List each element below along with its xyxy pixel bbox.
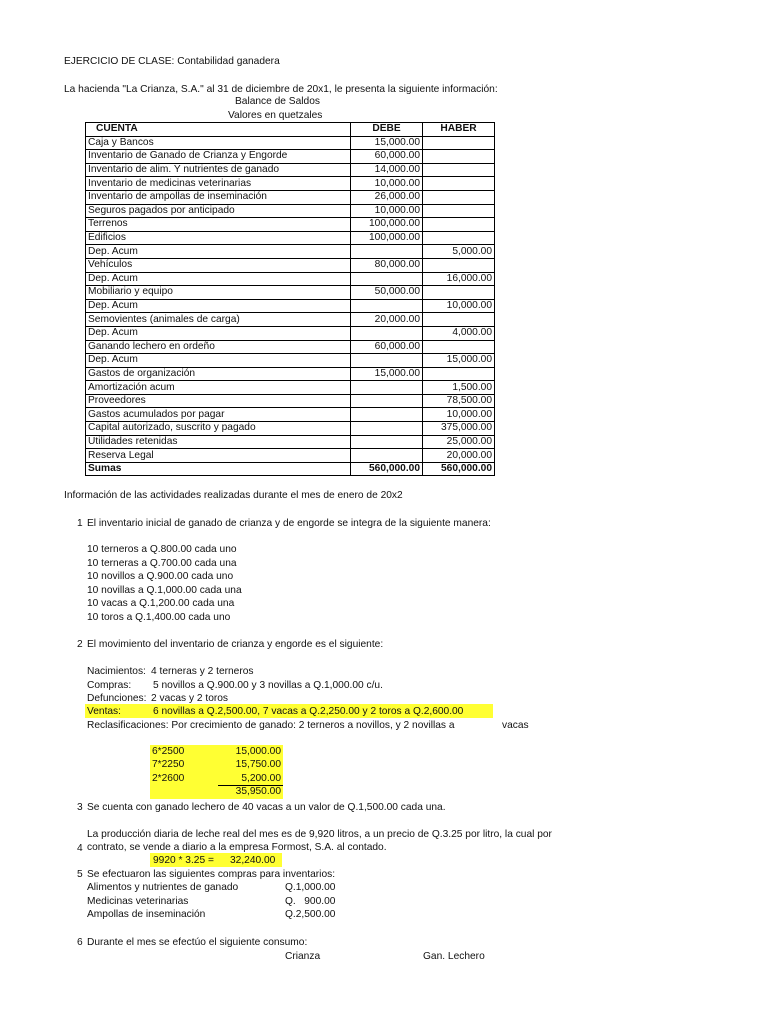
inventory-line: 10 terneros a Q.800.00 cada uno (87, 544, 237, 555)
cell-debe: 560,000.00 (351, 462, 423, 476)
compras-label: Compras: (87, 680, 132, 691)
cell-debe: 60,000.00 (351, 150, 423, 164)
balance-row (86, 381, 495, 395)
balance-row (86, 354, 495, 368)
cell-cuenta: Dep. Acum (86, 354, 351, 368)
balance-row (86, 367, 495, 381)
cell-haber (423, 190, 495, 204)
cell-debe: 15,000.00 (351, 367, 423, 381)
balance-row (86, 150, 495, 164)
cell-haber: 5,000.00 (423, 245, 495, 259)
defunciones-label: Defunciones: (87, 693, 147, 704)
cell-cuenta: Inventario de ampollas de inseminación (86, 190, 351, 204)
col-header-haber: HABER (423, 123, 495, 137)
cell-cuenta: Dep. Acum (86, 299, 351, 313)
balance-row (86, 190, 495, 204)
item-6-text: Durante el mes se efectúo el siguiente consumo: (87, 937, 308, 948)
cell-haber (423, 258, 495, 272)
cell-debe (351, 326, 423, 340)
calc-row-value: 5,200.00 (241, 772, 281, 784)
cell-debe (351, 245, 423, 259)
cell-debe: 100,000.00 (351, 231, 423, 245)
balance-body (86, 136, 495, 476)
cell-haber (423, 286, 495, 300)
item-3-number: 3 (77, 802, 83, 813)
reclasificaciones-tail: vacas (502, 720, 529, 731)
cell-debe: 100,000.00 (351, 218, 423, 232)
cell-debe (351, 272, 423, 286)
balance-row (86, 245, 495, 259)
calc-row (150, 745, 283, 758)
balance-row (86, 408, 495, 422)
cell-debe (351, 381, 423, 395)
cell-debe (351, 449, 423, 463)
balance-title: Balance de Saldos (235, 96, 320, 107)
item-4-text: La producción diaria de leche real del mes es de 9,920 litros, a un precio de Q.3.25 por litro, la cual por contrato, se vende a diario a la empresa Formost, S.A. al contado. (87, 829, 552, 853)
cell-cuenta: Inventario de alim. Y nutrientes de ganado (86, 163, 351, 177)
purchase-amount: Q. 900.00 (285, 895, 336, 907)
balance-row (86, 435, 495, 449)
compras-value: 5 novillos a Q.900.00 y 3 novillas a Q.1,000.00 c/u. (153, 680, 383, 691)
cell-haber: 15,000.00 (423, 354, 495, 368)
cell-haber (423, 340, 495, 354)
cell-haber: 10,000.00 (423, 408, 495, 422)
cell-haber (423, 367, 495, 381)
cell-haber: 78,500.00 (423, 394, 495, 408)
balance-row (86, 136, 495, 150)
inventory-line: 10 toros a Q.1,400.00 cada uno (87, 612, 231, 623)
calc-row (150, 772, 283, 785)
calc-row-label: 2*2600 (152, 772, 185, 784)
nacimientos-label: Nacimientos: (87, 666, 146, 677)
purchase-amount: Q.2,500.00 (285, 909, 336, 921)
cell-debe: 15,000.00 (351, 136, 423, 150)
calc-total-value: 35,950.00 (235, 786, 281, 798)
balance-row (86, 258, 495, 272)
cell-cuenta: Dep. Acum (86, 245, 351, 259)
cell-cuenta: Mobiliario y equipo (86, 286, 351, 300)
balance-row (86, 177, 495, 191)
col-crianza-label: Crianza (285, 951, 321, 962)
purchase-item: Alimentos y nutrientes de ganado (87, 882, 239, 893)
cell-debe: 50,000.00 (351, 286, 423, 300)
item-1-text: El inventario inicial de ganado de crianza y de engorde se integra de la siguiente manera: (87, 518, 491, 529)
cell-cuenta: Semovientes (animales de carga) (86, 313, 351, 327)
purchase-amount: Q.1,000.00 (285, 882, 336, 893)
cell-haber (423, 163, 495, 177)
cell-debe: 14,000.00 (351, 163, 423, 177)
cell-cuenta: Dep. Acum (86, 326, 351, 340)
cell-cuenta: Vehículos (86, 258, 351, 272)
cell-cuenta: Reserva Legal (86, 449, 351, 463)
cell-haber (423, 218, 495, 232)
col-lechero-label: Gan. Lechero (423, 951, 485, 962)
cell-debe: 10,000.00 (351, 204, 423, 218)
inventory-line: 10 terneras a Q.700.00 cada una (87, 557, 237, 569)
balance-header-row (86, 123, 495, 137)
cell-haber: 10,000.00 (423, 299, 495, 313)
balance-row (86, 163, 495, 177)
cell-haber: 560,000.00 (423, 462, 495, 476)
cell-debe (351, 435, 423, 449)
item-5-number: 5 (77, 869, 83, 880)
cell-cuenta: Inventario de Ganado de Crianza y Engorde (86, 150, 351, 164)
cell-haber: 20,000.00 (423, 449, 495, 463)
balance-table (85, 122, 495, 476)
cell-cuenta: Dep. Acum (86, 272, 351, 286)
cell-cuenta: Amortización acum (86, 381, 351, 395)
cell-cuenta: Terrenos (86, 218, 351, 232)
ventas-calculation (150, 745, 283, 799)
cell-debe (351, 422, 423, 436)
cell-cuenta: Caja y Bancos (86, 136, 351, 150)
cell-haber (423, 136, 495, 150)
calc-row-label: 7*2250 (152, 759, 185, 771)
balance-row (86, 204, 495, 218)
balance-row (86, 422, 495, 436)
col-header-cuenta: CUENTA (86, 123, 351, 137)
cell-haber (423, 204, 495, 218)
balance-row (86, 449, 495, 463)
leche-calc-formula: 9920 * 3.25 = (153, 855, 214, 866)
item-5-text: Se efectuaron las siguientes compras para inventarios: (87, 869, 336, 880)
cell-haber: 375,000.00 (423, 422, 495, 436)
item-1-number: 1 (77, 518, 83, 529)
balance-row (86, 286, 495, 300)
item-2-number: 2 (77, 639, 83, 650)
ventas-value: 6 novillas a Q.2,500.00, 7 vacas a Q.2,250.00 y 2 toros a Q.2,600.00 (153, 706, 464, 717)
cell-debe: 26,000.00 (351, 190, 423, 204)
defunciones-value: 2 vacas y 2 toros (151, 693, 229, 704)
calc-row (150, 758, 283, 771)
balance-row (86, 272, 495, 286)
inventory-line: 10 novillos a Q.900.00 cada uno (87, 571, 234, 583)
item-2-text: El movimiento del inventario de crianza y engorde es el siguiente: (87, 639, 384, 650)
inventory-line: 10 novillas a Q.1,000.00 cada una (87, 584, 242, 596)
purchase-item: Ampollas de inseminación (87, 909, 206, 921)
balance-row (86, 218, 495, 232)
item-6-number: 6 (77, 937, 83, 948)
cell-debe: 80,000.00 (351, 258, 423, 272)
cell-haber: 4,000.00 (423, 326, 495, 340)
item-4-number: 4 (77, 843, 83, 854)
purchase-item: Medicinas veterinarias (87, 895, 189, 907)
col-header-debe: DEBE (351, 123, 423, 137)
cell-cuenta: Seguros pagados por anticipado (86, 204, 351, 218)
cell-cuenta: Inventario de medicinas veterinarias (86, 177, 351, 191)
cell-cuenta: Ganando lechero en ordeño (86, 340, 351, 354)
balance-row (86, 394, 495, 408)
balance-row (86, 326, 495, 340)
balance-subtitle: Valores en quetzales (228, 110, 323, 121)
inventory-line: 10 vacas a Q.1,200.00 cada una (87, 598, 235, 610)
cell-cuenta: Gastos de organización (86, 367, 351, 381)
calc-row-value: 15,000.00 (235, 746, 281, 757)
cell-debe: 20,000.00 (351, 313, 423, 327)
cell-cuenta: Utilidades retenidas (86, 435, 351, 449)
balance-row (86, 313, 495, 327)
cell-haber (423, 313, 495, 327)
cell-cuenta: Sumas (86, 462, 351, 476)
calc-total-row (150, 785, 283, 798)
cell-debe (351, 394, 423, 408)
cell-cuenta: Proveedores (86, 394, 351, 408)
balance-row (86, 231, 495, 245)
balance-row (86, 299, 495, 313)
cell-haber: 1,500.00 (423, 381, 495, 395)
ventas-label: Ventas: (87, 706, 121, 717)
activities-intro: Información de las actividades realizadas durante el mes de enero de 20x2 (64, 490, 403, 501)
cell-debe (351, 299, 423, 313)
cell-haber (423, 150, 495, 164)
cell-haber: 25,000.00 (423, 435, 495, 449)
reclasificaciones-text: Reclasificaciones: Por crecimiento de ganado: 2 terneros a novillos, y 2 novillas a (87, 720, 455, 731)
document-title: EJERCICIO DE CLASE: Contabilidad ganadera (64, 56, 280, 67)
calc-row-label: 6*2500 (152, 746, 185, 757)
cell-cuenta: Edificios (86, 231, 351, 245)
intro-text: La hacienda "La Crianza, S.A." al 31 de diciembre de 20x1, le presenta la siguiente información: (64, 84, 498, 95)
cell-cuenta: Capital autorizado, suscrito y pagado (86, 422, 351, 436)
nacimientos-value: 4 terneras y 2 terneros (151, 666, 254, 677)
item-3-text: Se cuenta con ganado lechero de 40 vacas a un valor de Q.1,500.00 cada una. (87, 802, 446, 813)
cell-haber (423, 231, 495, 245)
cell-haber: 16,000.00 (423, 272, 495, 286)
cell-debe: 10,000.00 (351, 177, 423, 191)
leche-calc-result: 32,240.00 (230, 855, 276, 866)
balance-total-row (86, 462, 495, 476)
balance-row (86, 340, 495, 354)
cell-cuenta: Gastos acumulados por pagar (86, 408, 351, 422)
cell-debe: 60,000.00 (351, 340, 423, 354)
cell-debe (351, 354, 423, 368)
cell-haber (423, 177, 495, 191)
calc-row-value: 15,750.00 (235, 759, 281, 771)
cell-debe (351, 408, 423, 422)
